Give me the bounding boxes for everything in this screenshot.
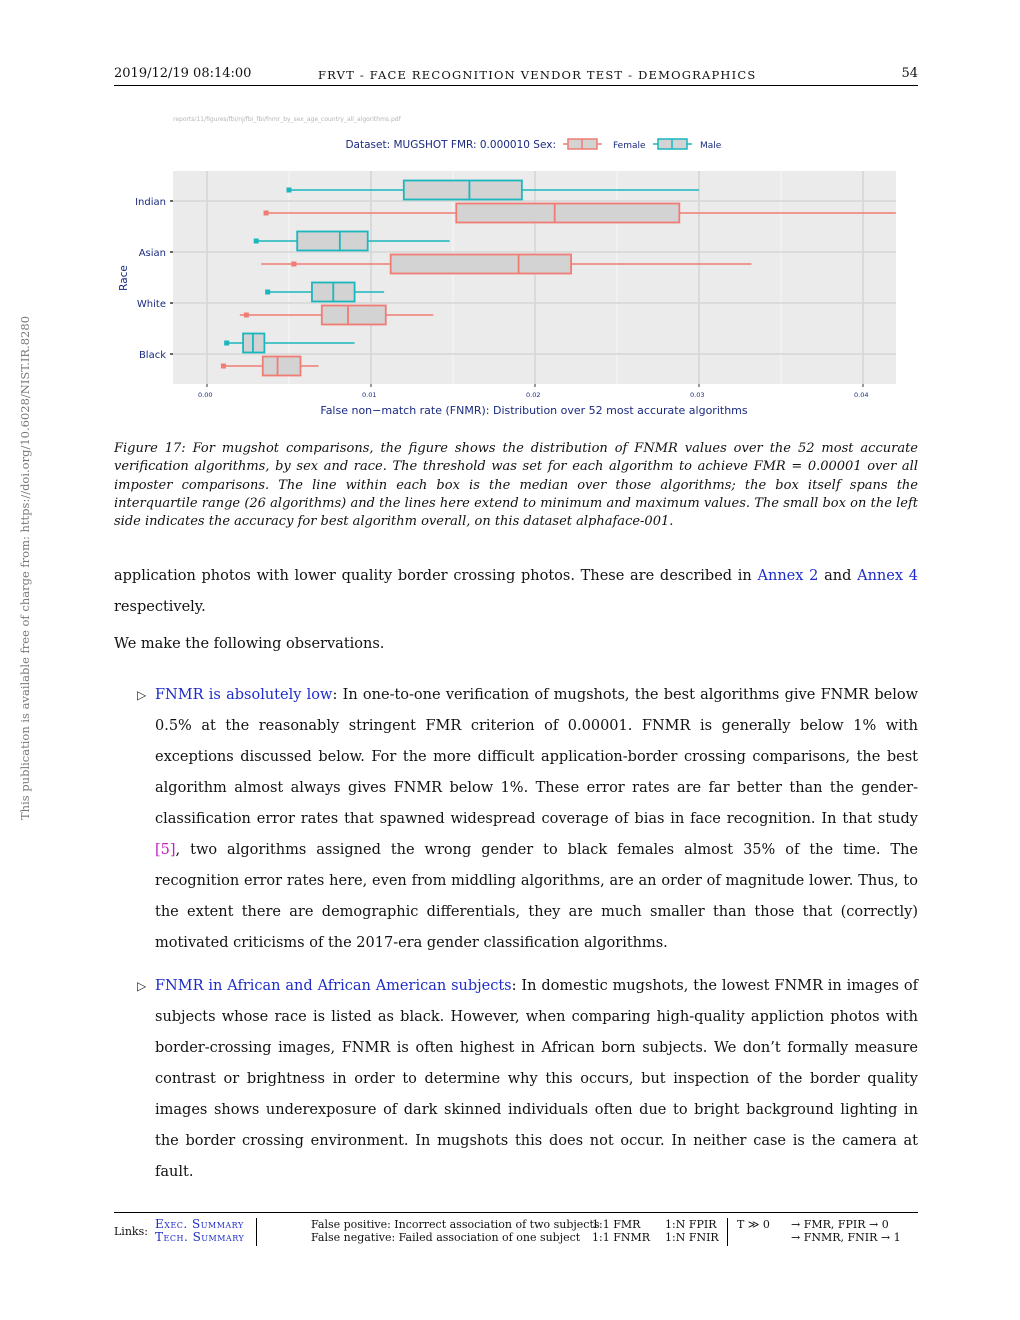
figure-file-path: reports/11/figures/fbi/nj/fbi_fbi/fnmr_by_sex_age_country_all_algorithms.pdf — [173, 116, 401, 123]
iqr-box — [456, 204, 679, 223]
x-tick-label: 0.03 — [690, 391, 705, 399]
y-tick-label-white: White — [136, 299, 166, 310]
footer-arrow-fnmr: → FNMR, FNIR → 1 — [791, 1231, 901, 1244]
observations-intro: We make the following observations. — [114, 636, 385, 652]
bullet-triangle-icon: ▷ — [137, 979, 147, 993]
figure-17-chart — [110, 108, 910, 423]
best-algorithm-marker — [265, 290, 270, 295]
iqr-box — [297, 232, 368, 251]
annex-2-link[interactable]: Annex 2 — [757, 568, 819, 584]
legend-key-male — [653, 139, 692, 149]
bullet2-title-link[interactable]: FNMR in African and African American subjects — [155, 978, 512, 994]
footer-links-label: Links: — [114, 1225, 148, 1238]
x-tick-label: 0.04 — [854, 391, 869, 399]
best-algorithm-marker — [221, 364, 226, 369]
best-algorithm-marker — [291, 262, 296, 267]
footer-arrow-fmr: → FMR, FPIR → 0 — [791, 1218, 889, 1231]
legend-prefix: Dataset: MUGSHOT FMR: 0.000010 Sex: — [345, 139, 556, 151]
bullet1-text-a: : In one-to-one verification of mugshots, the best algorithms give FNMR below 0.5% at the reasonably stringent FMR criterion of 0.00001. FNMR is generally below 1% with exceptions discussed below. For the more difficult application-border crossing comparisons, the best algorithm almost always gives FNMR below 1%. These error rates are far better than the gender-classification error rates that spawned widespread coverage of bias in face recognition. In that study — [155, 687, 918, 827]
footer-false-positive: False positive: Incorrect association of two subjects — [311, 1218, 600, 1231]
bullet-triangle-icon: ▷ — [137, 688, 147, 702]
footer-fnmr: 1:1 FNMR — [592, 1231, 651, 1244]
legend-female-label: Female — [613, 141, 646, 151]
footer-fnir: 1:N FNIR — [665, 1231, 719, 1244]
figure-caption: Figure 17: For mugshot comparisons, the figure shows the distribution of FNMR values over the 52 most accurate verification algorithms, by sex and race. The threshold was set for each algorithm to achieve FMR = 0.00001 over all imposter comparisons. The line within each box is the median over those algorithms; the box itself spans the interquartile range (26 algorithms) and the lines here extend to minimum and maximum values. The small box on the left side indicates the accuracy for best algorithm overall, on this dataset alphaface-001. — [114, 441, 918, 530]
footer-threshold: T ≫ 0 — [737, 1218, 770, 1231]
footer-fpir: 1:N FPIR — [665, 1218, 717, 1231]
para1-text: application photos with lower quality border crossing photos. These are described in — [114, 568, 752, 584]
legend-key-female — [563, 139, 602, 149]
bullet1-title-link[interactable]: FNMR is absolutely low — [155, 687, 333, 703]
best-algorithm-marker — [287, 188, 292, 193]
body-paragraph-continued — [114, 561, 918, 623]
legend-male-label: Male — [700, 141, 722, 151]
sidebar-doi-notice: This publication is available free of charge from: https://doi.org/10.6028/NIST.IR.8280 — [18, 315, 32, 820]
bullet-fnmr-absolutely-low — [155, 680, 918, 959]
para1-and: and — [824, 568, 852, 584]
best-algorithm-marker — [254, 239, 259, 244]
exec-summary-link[interactable]: Exec. Summary — [155, 1217, 244, 1231]
best-algorithm-marker — [244, 313, 249, 318]
tech-summary-link[interactable]: Tech. Summary — [155, 1230, 245, 1244]
x-axis — [198, 384, 868, 399]
bullet-fnmr-african-subjects — [155, 971, 918, 1188]
header-rule — [114, 85, 918, 86]
x-axis-title: False non−match rate (FNMR): Distribution over 52 most accurate algorithms — [320, 404, 748, 417]
x-tick-label: 0.01 — [362, 391, 377, 399]
y-tick-label-asian: Asian — [138, 248, 166, 259]
y-axis — [135, 197, 173, 361]
footer-fmr: 1:1 FMR — [592, 1218, 641, 1231]
annex-4-link[interactable]: Annex 4 — [857, 568, 918, 584]
bullet1-text-b: , two algorithms assigned the wrong gender to black females almost 35% of the time. The recognition error rates here, even from middling algorithms, are an order of magnitude lower. Thus, to the extent there are demographic differentials, they are much smaller than those that (correctly) motivated criticisms of the 2017-era gender classification algorithms. — [155, 842, 918, 951]
x-tick-label: 0.02 — [526, 391, 541, 399]
footer-divider — [256, 1218, 257, 1246]
footer-rule — [114, 1212, 918, 1213]
citation-5-link[interactable]: [5] — [155, 842, 176, 858]
best-algorithm-marker — [224, 341, 229, 346]
y-tick-label-indian: Indian — [135, 197, 166, 208]
page-number: 54 — [901, 66, 918, 81]
para1-respectively: respectively. — [114, 599, 206, 615]
header-timestamp: 2019/12/19 08:14:00 — [114, 66, 252, 81]
footer-divider — [727, 1218, 728, 1246]
iqr-box — [263, 357, 301, 376]
iqr-box — [391, 255, 571, 274]
y-axis-title: Race — [118, 265, 130, 291]
bullet2-text: : In domestic mugshots, the lowest FNMR in images of subjects whose race is listed as black. However, when comparing high-quality appliction photos with border-crossing images, FNMR is often highest in African born subjects. We don’t formally measure contrast or brightness in order to determine why this occurs, but inspection of the border quality images shows underexposure of dark skinned individuals often due to bright background lighting in the border crossing environment. In mugshots this does not occur. In neither case is the camera at fault. — [155, 978, 918, 1180]
iqr-box — [322, 306, 386, 325]
header-title: FRVT - FACE RECOGNITION VENDOR TEST - DEMOGRAPHICS — [318, 68, 757, 82]
best-algorithm-marker — [264, 211, 269, 216]
footer-false-negative: False negative: Failed association of one subject — [311, 1231, 581, 1244]
y-tick-label-black: Black — [138, 350, 166, 361]
iqr-box — [404, 181, 522, 200]
x-tick-label: 0.00 — [198, 391, 213, 399]
